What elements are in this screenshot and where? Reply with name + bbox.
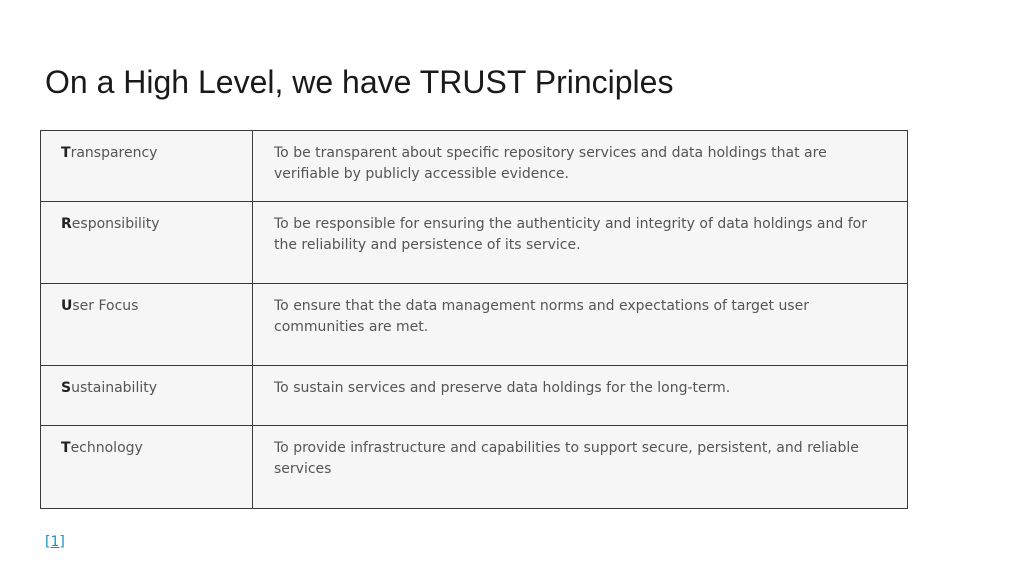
principle-initial: S xyxy=(61,380,72,396)
principle-term-rest: ransparency xyxy=(70,145,158,161)
principle-term-rest: esponsibility xyxy=(71,216,160,232)
principle-term-rest: echnology xyxy=(70,440,143,456)
table-row xyxy=(41,426,908,509)
principle-term xyxy=(41,284,253,366)
principle-description: To provide infrastructure and capabilities to support secure, persistent, and reliable services xyxy=(253,426,908,509)
principle-initial: R xyxy=(61,216,72,232)
principle-description: To ensure that the data management norms and expectations of target user communities are met. xyxy=(253,284,908,366)
principle-term xyxy=(41,426,253,509)
principle-term xyxy=(41,131,253,202)
table-row xyxy=(41,131,908,202)
reference-link[interactable]: [1] xyxy=(45,534,65,550)
table-row xyxy=(41,202,908,284)
slide-title: On a High Level, we have TRUST Principles xyxy=(45,64,674,100)
principle-description: To be transparent about specific repository services and data holdings that are verifiable by publicly accessible evidence. xyxy=(253,131,908,202)
principle-term xyxy=(41,366,253,426)
principle-description: To sustain services and preserve data holdings for the long-term. xyxy=(253,366,908,426)
principle-initial: T xyxy=(61,145,71,161)
table-row xyxy=(41,284,908,366)
principle-term-rest: ser Focus xyxy=(72,298,139,314)
trust-principles-table xyxy=(40,130,908,509)
principle-initial: T xyxy=(61,440,71,456)
principle-term-rest: ustainability xyxy=(71,380,158,396)
principle-description: To be responsible for ensuring the authenticity and integrity of data holdings and for the reliability and persistence of its service. xyxy=(253,202,908,284)
table-row xyxy=(41,366,908,426)
principle-term xyxy=(41,202,253,284)
principle-initial: U xyxy=(61,298,73,314)
